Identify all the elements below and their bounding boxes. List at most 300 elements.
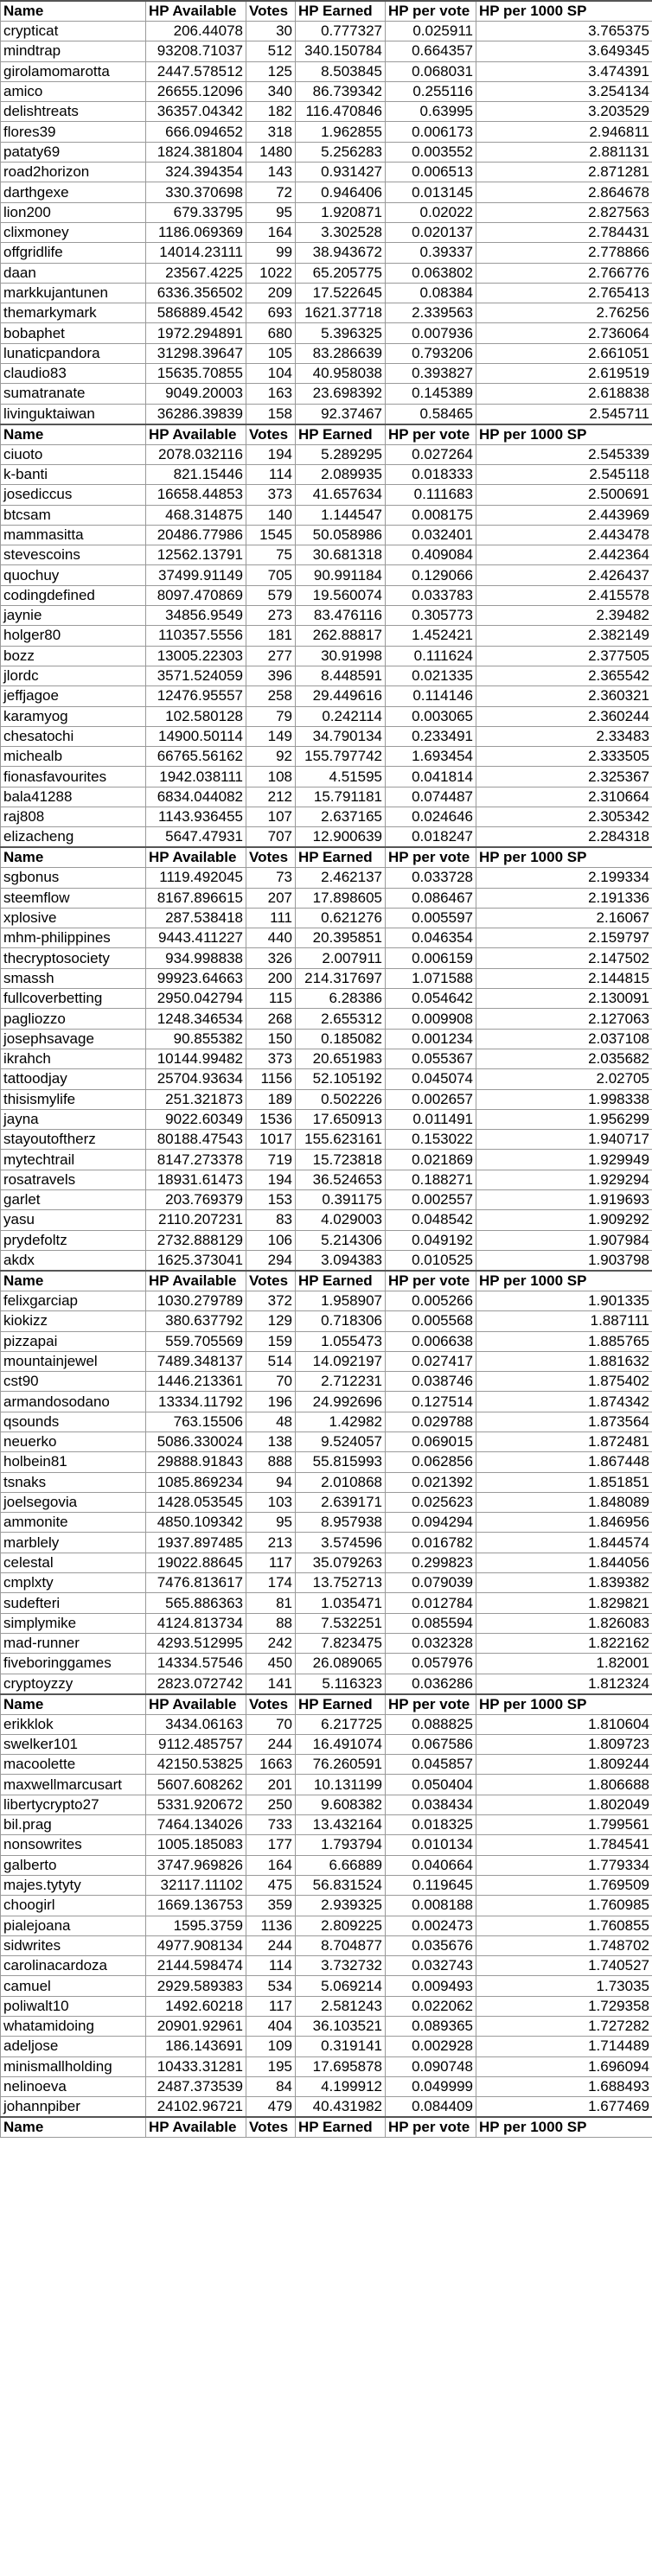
cell-hp-available: 7476.813617: [146, 1573, 246, 1593]
cell-hp-per-vote: 0.045857: [386, 1755, 476, 1775]
cell-hp-per-vote: 0.068031: [386, 61, 476, 81]
cell-hp-per-1000-sp: 1.740527: [476, 1956, 652, 1976]
cell-hp-earned: 17.898605: [296, 888, 386, 908]
cell-hp-available: 2929.589383: [146, 1976, 246, 1996]
cell-hp-available: 36357.04342: [146, 102, 246, 122]
header-row: [1, 1271, 652, 1291]
table-row: [1, 928, 652, 948]
cell-name: thecryptosociety: [1, 948, 146, 968]
table-row: [1, 1190, 652, 1210]
cell-hp-per-vote: 1.452421: [386, 626, 476, 646]
cell-hp-available: 102.580128: [146, 706, 246, 726]
cell-votes: 512: [246, 41, 296, 61]
cell-hp-available: 18931.61473: [146, 1170, 246, 1189]
cell-hp-available: 5331.920672: [146, 1795, 246, 1814]
cell-name: thisismylife: [1, 1089, 146, 1109]
cell-hp-available: 19022.88645: [146, 1553, 246, 1572]
cell-hp-per-1000-sp: 1.769509: [476, 1875, 652, 1895]
cell-hp-per-vote: 0.145389: [386, 384, 476, 404]
cell-hp-per-vote: 0.233491: [386, 726, 476, 746]
cell-hp-per-vote: 0.305773: [386, 606, 476, 626]
cell-votes: 117: [246, 1996, 296, 2016]
cell-votes: 129: [246, 1311, 296, 1331]
cell-hp-per-vote: 0.074487: [386, 787, 476, 807]
cell-hp-earned: 3.302528: [296, 222, 386, 242]
cell-votes: 1480: [246, 142, 296, 162]
cell-name: clixmoney: [1, 222, 146, 242]
table-row: [1, 807, 652, 826]
column-header-hp-per-vote: HP per vote: [386, 1694, 476, 1715]
cell-hp-earned: 0.621276: [296, 908, 386, 928]
cell-hp-per-vote: 0.111683: [386, 485, 476, 505]
cell-name: cmplxty: [1, 1573, 146, 1593]
table-row: [1, 868, 652, 888]
cell-hp-per-1000-sp: 2.127063: [476, 1009, 652, 1029]
cell-hp-per-vote: 0.027417: [386, 1351, 476, 1371]
cell-votes: 514: [246, 1351, 296, 1371]
cell-hp-earned: 7.532251: [296, 1613, 386, 1633]
cell-hp-earned: 2.007911: [296, 948, 386, 968]
cell-hp-earned: 4.199912: [296, 2076, 386, 2096]
cell-hp-earned: 35.079263: [296, 1553, 386, 1572]
cell-hp-earned: 155.797742: [296, 747, 386, 767]
table-row: [1, 1674, 652, 1694]
cell-hp-per-vote: 0.188271: [386, 1170, 476, 1189]
cell-hp-earned: 1.035471: [296, 1593, 386, 1613]
cell-hp-earned: 262.88817: [296, 626, 386, 646]
cell-votes: 106: [246, 1230, 296, 1250]
cell-votes: 707: [246, 827, 296, 848]
table-row: [1, 1049, 652, 1068]
cell-hp-earned: 76.260591: [296, 1755, 386, 1775]
cell-votes: 1663: [246, 1755, 296, 1775]
cell-votes: 579: [246, 585, 296, 605]
table-row: [1, 1654, 652, 1674]
cell-hp-available: 2823.072742: [146, 1674, 246, 1694]
table-row: [1, 1815, 652, 1835]
cell-hp-per-vote: 0.006638: [386, 1331, 476, 1351]
cell-votes: 114: [246, 464, 296, 484]
table-row: [1, 545, 652, 565]
cell-votes: 440: [246, 928, 296, 948]
table-row: [1, 505, 652, 525]
table-row: [1, 706, 652, 726]
cell-name: macoolette: [1, 1755, 146, 1775]
cell-hp-per-vote: 0.041814: [386, 767, 476, 787]
cell-name: akdx: [1, 1250, 146, 1271]
cell-hp-per-vote: 0.002928: [386, 2037, 476, 2056]
cell-name: garlet: [1, 1190, 146, 1210]
cell-hp-available: 1186.069369: [146, 222, 246, 242]
cell-hp-earned: 1.958907: [296, 1291, 386, 1310]
cell-votes: 268: [246, 1009, 296, 1029]
cell-hp-per-1000-sp: 2.415578: [476, 585, 652, 605]
cell-hp-available: 36286.39839: [146, 404, 246, 424]
cell-hp-per-vote: 0.007936: [386, 323, 476, 343]
cell-hp-per-vote: 0.02022: [386, 202, 476, 222]
cell-name: mad-runner: [1, 1633, 146, 1653]
cell-hp-per-vote: 0.048542: [386, 1210, 476, 1230]
cell-hp-available: 12476.95557: [146, 686, 246, 706]
cell-hp-earned: 34.790134: [296, 726, 386, 746]
cell-hp-per-1000-sp: 2.661051: [476, 343, 652, 363]
cell-hp-available: 4977.908134: [146, 1935, 246, 1955]
cell-hp-per-vote: 0.029788: [386, 1412, 476, 1431]
table-row: [1, 1593, 652, 1613]
cell-hp-available: 2487.373539: [146, 2076, 246, 2096]
table-row: [1, 1996, 652, 2016]
cell-hp-per-1000-sp: 1.929949: [476, 1150, 652, 1170]
cell-votes: 244: [246, 1734, 296, 1754]
cell-votes: 117: [246, 1553, 296, 1572]
cell-hp-earned: 55.815993: [296, 1452, 386, 1472]
table-row: [1, 1935, 652, 1955]
cell-votes: 30: [246, 22, 296, 41]
cell-hp-per-vote: 0.084409: [386, 2097, 476, 2118]
table-row: [1, 686, 652, 706]
cell-hp-per-1000-sp: 1.909292: [476, 1210, 652, 1230]
cell-hp-earned: 23.698392: [296, 384, 386, 404]
cell-hp-earned: 17.650913: [296, 1109, 386, 1129]
cell-hp-per-1000-sp: 2.325367: [476, 767, 652, 787]
cell-hp-earned: 6.28386: [296, 989, 386, 1009]
cell-votes: 250: [246, 1795, 296, 1814]
cell-hp-available: 13005.22303: [146, 646, 246, 666]
cell-hp-per-vote: 0.079039: [386, 1573, 476, 1593]
cell-hp-earned: 41.657634: [296, 485, 386, 505]
cell-hp-per-1000-sp: 1.907984: [476, 1230, 652, 1250]
cell-hp-per-1000-sp: 1.809723: [476, 1734, 652, 1754]
column-header-hp-per-vote: HP per vote: [386, 2117, 476, 2138]
cell-hp-per-1000-sp: 1.846956: [476, 1513, 652, 1533]
cell-hp-available: 7489.348137: [146, 1351, 246, 1371]
cell-votes: 705: [246, 565, 296, 585]
column-header-hp-per-1000-sp: HP per 1000 SP: [476, 1694, 652, 1715]
cell-hp-per-1000-sp: 2.766776: [476, 263, 652, 283]
cell-hp-earned: 5.396325: [296, 323, 386, 343]
table-row: [1, 989, 652, 1009]
cell-name: galberto: [1, 1855, 146, 1875]
cell-hp-per-vote: 0.664357: [386, 41, 476, 61]
cell-hp-earned: 16.491074: [296, 1734, 386, 1754]
cell-hp-earned: 13.752713: [296, 1573, 386, 1593]
cell-name: bala41288: [1, 787, 146, 807]
cell-hp-earned: 2.655312: [296, 1009, 386, 1029]
column-header-hp-per-1000-sp: HP per 1000 SP: [476, 2117, 652, 2138]
cell-name: sumatranate: [1, 384, 146, 404]
cell-votes: 213: [246, 1533, 296, 1553]
cell-name: darthgexe: [1, 182, 146, 202]
table-row: [1, 343, 652, 363]
cell-hp-available: 1669.136753: [146, 1896, 246, 1916]
column-header-hp-per-vote: HP per vote: [386, 424, 476, 445]
cell-hp-per-1000-sp: 1.760855: [476, 1916, 652, 1935]
cell-hp-earned: 15.791181: [296, 787, 386, 807]
table-row: [1, 767, 652, 787]
cell-hp-earned: 7.823475: [296, 1633, 386, 1653]
cell-hp-available: 2110.207231: [146, 1210, 246, 1230]
cell-votes: 534: [246, 1976, 296, 1996]
column-header-name: Name: [1, 1, 146, 22]
cell-name: bobaphet: [1, 323, 146, 343]
cell-hp-per-1000-sp: 1.940717: [476, 1130, 652, 1150]
cell-hp-per-1000-sp: 1.998338: [476, 1089, 652, 1109]
table-row: [1, 61, 652, 81]
table-row: [1, 2056, 652, 2076]
cell-hp-earned: 20.651983: [296, 1049, 386, 1068]
cell-name: codingdefined: [1, 585, 146, 605]
cell-votes: 450: [246, 1654, 296, 1674]
cell-votes: 372: [246, 1291, 296, 1310]
table-row: [1, 1311, 652, 1331]
cell-hp-available: 2144.598474: [146, 1956, 246, 1976]
cell-hp-earned: 3.732732: [296, 1956, 386, 1976]
cell-hp-earned: 1.793794: [296, 1835, 386, 1855]
cell-hp-earned: 13.432164: [296, 1815, 386, 1835]
table-row: [1, 888, 652, 908]
cell-name: josephsavage: [1, 1029, 146, 1049]
table-row: [1, 202, 652, 222]
cell-name: minismallholding: [1, 2056, 146, 2076]
cell-name: mindtrap: [1, 41, 146, 61]
cell-name: pagliozzo: [1, 1009, 146, 1029]
cell-name: majes.tytyty: [1, 1875, 146, 1895]
cell-hp-per-1000-sp: 1.822162: [476, 1633, 652, 1653]
cell-hp-available: 380.637792: [146, 1311, 246, 1331]
cell-hp-per-1000-sp: 1.809244: [476, 1755, 652, 1775]
cell-hp-available: 12562.13791: [146, 545, 246, 565]
cell-hp-earned: 6.66889: [296, 1855, 386, 1875]
cell-hp-available: 9049.20003: [146, 384, 246, 404]
table-row: [1, 1513, 652, 1533]
table-row: [1, 1150, 652, 1170]
cell-name: fionasfavourites: [1, 767, 146, 787]
cell-name: mhm-philippines: [1, 928, 146, 948]
cell-votes: 115: [246, 989, 296, 1009]
cell-hp-per-1000-sp: 2.443478: [476, 525, 652, 545]
cell-hp-per-vote: 0.021335: [386, 666, 476, 685]
cell-votes: 1156: [246, 1069, 296, 1089]
table-row: [1, 1533, 652, 1553]
cell-hp-per-vote: 0.054642: [386, 989, 476, 1009]
cell-hp-per-vote: 0.299823: [386, 1553, 476, 1572]
cell-hp-available: 20901.92961: [146, 2017, 246, 2037]
cell-hp-earned: 1621.37718: [296, 303, 386, 323]
cell-hp-available: 821.15446: [146, 464, 246, 484]
cell-votes: 84: [246, 2076, 296, 2096]
table-row: [1, 2037, 652, 2056]
column-header-votes: Votes: [246, 1, 296, 22]
column-header-hp-earned: HP Earned: [296, 1, 386, 22]
cell-hp-earned: 2.581243: [296, 1996, 386, 2016]
cell-hp-per-1000-sp: 2.130091: [476, 989, 652, 1009]
cell-hp-per-vote: 0.021869: [386, 1150, 476, 1170]
table-row: [1, 626, 652, 646]
cell-hp-per-vote: 0.63995: [386, 102, 476, 122]
cell-hp-per-vote: 0.032328: [386, 1633, 476, 1653]
cell-name: livinguktaiwan: [1, 404, 146, 424]
cell-votes: 194: [246, 1170, 296, 1189]
cell-hp-per-vote: 0.033783: [386, 585, 476, 605]
cell-name: crypticat: [1, 22, 146, 41]
cell-hp-per-vote: 0.050404: [386, 1775, 476, 1795]
cell-hp-per-1000-sp: 2.736064: [476, 323, 652, 343]
cell-name: karamyog: [1, 706, 146, 726]
cell-hp-earned: 1.42982: [296, 1412, 386, 1431]
cell-name: carolinacardoza: [1, 1956, 146, 1976]
column-header-hp-per-1000-sp: HP per 1000 SP: [476, 424, 652, 445]
cell-hp-available: 324.394354: [146, 163, 246, 182]
cell-hp-per-vote: 0.129066: [386, 565, 476, 585]
table-row: [1, 263, 652, 283]
table-row: [1, 464, 652, 484]
cell-hp-available: 330.370698: [146, 182, 246, 202]
column-header-name: Name: [1, 1694, 146, 1715]
cell-hp-earned: 0.185082: [296, 1029, 386, 1049]
cell-hp-earned: 8.448591: [296, 666, 386, 685]
cell-votes: 201: [246, 1775, 296, 1795]
header-row: [1, 2117, 652, 2138]
cell-hp-earned: 8.503845: [296, 61, 386, 81]
cell-hp-per-vote: 0.049192: [386, 1230, 476, 1250]
cell-name: ciuoto: [1, 444, 146, 464]
cell-hp-per-1000-sp: 1.851851: [476, 1472, 652, 1492]
column-header-name: Name: [1, 1271, 146, 1291]
cell-hp-per-vote: 0.005597: [386, 908, 476, 928]
table-row: [1, 646, 652, 666]
column-header-votes: Votes: [246, 1694, 296, 1715]
table-row: [1, 565, 652, 585]
table-row: [1, 81, 652, 101]
cell-name: celestal: [1, 1553, 146, 1572]
cell-name: girolamomarotta: [1, 61, 146, 81]
cell-hp-available: 7464.134026: [146, 1815, 246, 1835]
cell-hp-per-vote: 0.085594: [386, 1613, 476, 1633]
table-row: [1, 22, 652, 41]
cell-hp-available: 9112.485757: [146, 1734, 246, 1754]
cell-name: chesatochi: [1, 726, 146, 746]
cell-hp-earned: 17.522645: [296, 283, 386, 303]
cell-votes: 273: [246, 606, 296, 626]
cell-votes: 79: [246, 706, 296, 726]
cell-hp-per-1000-sp: 1.919693: [476, 1190, 652, 1210]
cell-votes: 719: [246, 1150, 296, 1170]
cell-hp-per-1000-sp: 1.829821: [476, 1593, 652, 1613]
cell-hp-available: 8097.470869: [146, 585, 246, 605]
cell-hp-per-1000-sp: 1.748702: [476, 1935, 652, 1955]
cell-hp-per-vote: 0.002557: [386, 1190, 476, 1210]
cell-votes: 174: [246, 1573, 296, 1593]
cell-name: yasu: [1, 1210, 146, 1230]
cell-hp-available: 1937.897485: [146, 1533, 246, 1553]
cell-hp-available: 14334.57546: [146, 1654, 246, 1674]
cell-hp-per-1000-sp: 2.946811: [476, 122, 652, 142]
cell-hp-per-vote: 0.009908: [386, 1009, 476, 1029]
table-row: [1, 1392, 652, 1412]
table-row: [1, 1775, 652, 1795]
cell-name: fullcoverbetting: [1, 989, 146, 1009]
cell-hp-per-vote: 0.040664: [386, 1855, 476, 1875]
table-row: [1, 41, 652, 61]
cell-hp-earned: 340.150784: [296, 41, 386, 61]
cell-hp-available: 14014.23111: [146, 243, 246, 263]
cell-hp-per-vote: 0.08384: [386, 283, 476, 303]
cell-name: mountainjewel: [1, 1351, 146, 1371]
table-row: [1, 384, 652, 404]
cell-hp-earned: 40.431982: [296, 2097, 386, 2118]
cell-votes: 733: [246, 1815, 296, 1835]
cell-name: libertycrypto27: [1, 1795, 146, 1814]
cell-votes: 163: [246, 384, 296, 404]
cell-name: jeffjagoe: [1, 686, 146, 706]
column-header-hp-available: HP Available: [146, 1694, 246, 1715]
cell-hp-earned: 2.637165: [296, 807, 386, 826]
cell-name: btcsam: [1, 505, 146, 525]
cell-hp-per-vote: 0.793206: [386, 343, 476, 363]
cell-hp-per-vote: 0.255116: [386, 81, 476, 101]
cell-hp-per-vote: 0.003065: [386, 706, 476, 726]
column-header-hp-available: HP Available: [146, 847, 246, 868]
cell-hp-available: 93208.71037: [146, 41, 246, 61]
cell-hp-per-vote: 0.58465: [386, 404, 476, 424]
cell-name: bozz: [1, 646, 146, 666]
cell-hp-available: 10144.99482: [146, 1049, 246, 1068]
cell-hp-earned: 1.920871: [296, 202, 386, 222]
table-row: [1, 283, 652, 303]
cell-hp-per-1000-sp: 1.73035: [476, 1976, 652, 1996]
table-row: [1, 1613, 652, 1633]
cell-hp-per-1000-sp: 2.881131: [476, 142, 652, 162]
table-row: [1, 142, 652, 162]
cell-hp-per-vote: 0.062856: [386, 1452, 476, 1472]
cell-name: michealb: [1, 747, 146, 767]
cell-hp-per-1000-sp: 2.305342: [476, 807, 652, 826]
cell-hp-available: 2447.578512: [146, 61, 246, 81]
cell-votes: 95: [246, 202, 296, 222]
cell-votes: 693: [246, 303, 296, 323]
table-row: [1, 1089, 652, 1109]
cell-hp-per-vote: 0.006513: [386, 163, 476, 182]
cell-hp-earned: 52.105192: [296, 1069, 386, 1089]
cell-hp-per-vote: 0.006173: [386, 122, 476, 142]
cell-votes: 81: [246, 1593, 296, 1613]
table-row: [1, 1452, 652, 1472]
cell-hp-earned: 0.242114: [296, 706, 386, 726]
cell-hp-available: 1030.279789: [146, 1291, 246, 1310]
cell-votes: 111: [246, 908, 296, 928]
cell-hp-available: 679.33795: [146, 202, 246, 222]
cell-name: johannpiber: [1, 2097, 146, 2118]
table-row: [1, 1472, 652, 1492]
cell-hp-per-vote: 0.002473: [386, 1916, 476, 1935]
cell-hp-per-1000-sp: 2.035682: [476, 1049, 652, 1068]
cell-votes: 158: [246, 404, 296, 424]
cell-votes: 164: [246, 222, 296, 242]
cell-votes: 244: [246, 1935, 296, 1955]
cell-hp-available: 468.314875: [146, 505, 246, 525]
table-row: [1, 726, 652, 746]
cell-hp-earned: 2.809225: [296, 1916, 386, 1935]
cell-votes: 73: [246, 868, 296, 888]
cell-hp-earned: 56.831524: [296, 1875, 386, 1895]
table-row: [1, 122, 652, 142]
cell-hp-earned: 2.010868: [296, 1472, 386, 1492]
cell-hp-per-1000-sp: 1.677469: [476, 2097, 652, 2118]
cell-votes: 140: [246, 505, 296, 525]
cell-hp-per-1000-sp: 1.903798: [476, 1250, 652, 1271]
cell-hp-earned: 38.943672: [296, 243, 386, 263]
cell-hp-per-vote: 0.020137: [386, 222, 476, 242]
